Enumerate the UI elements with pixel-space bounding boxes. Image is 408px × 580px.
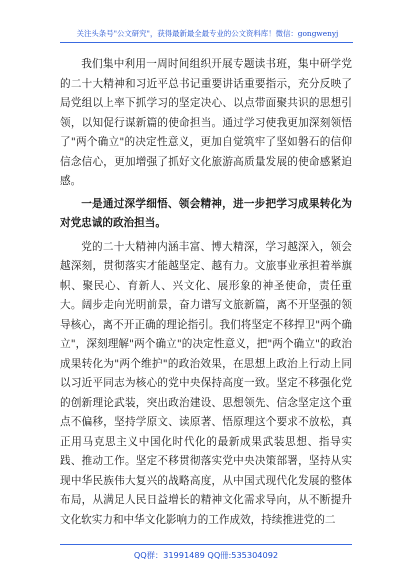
footer-contact: QQ群：31991489 QQ冊:535304092 xyxy=(133,550,279,560)
document-body xyxy=(60,55,352,530)
header-divider xyxy=(60,42,353,43)
page-header: 关注头条号"公文研究"，获得最新最全最专业的公文资料库！微信：gongwenyj xyxy=(76,29,339,38)
page-footer xyxy=(60,544,352,560)
intro-paragraph: 我们集中利用一周时间组织开展专题读书班，集中研学党的二十大精神和习近平总书记重要讲话重要指示，充分反映了局党组以上率下抓学习的坚定决心、以点带面聚共识的思想引领，以知促行谋新篇的使命担当。通过学习使我更加深刻领悟了"两个确立"的决定性意义，更加自觉筑牢了坚如磐石的信仰信念信心，更加增强了抓好文化旅游高质量发展的使命感紧迫感。 xyxy=(60,58,352,187)
section-paragraph: 党的二十大精神内涵丰富、博大精深，学习越深入，领会越深刻，贯彻落实才能越坚定、越有力。文旅事业承担着举旗帜、聚民心、育新人、兴文化、展形象的神圣使命，责任重大。阔步走向光明前景，奋力谱写文旅新篇，离不开坚强的领导核心，离不开正确的理论指引。我们将坚定不移捍卫"两个确立"，深刻理解"两个确立"的决定性意义，把"两个确立"的政治成果转化为"两个维护"的政治效果，在思想上政治上行动上同以习近平同志为核心的党中央保持高度一致。坚定不移强化党的创新理论武装，突出政治建设、思想领先、信念坚定这个重点不偏移，坚持学原文、读原著、悟原理这个要求不放松，真正用马克思主义中国化时代化的最新成果武装思想、指导实践、推动工作。坚定不移贯彻落实党中央决策部署，坚持从实现中华民族伟大复兴的战略高度，从中国式现代化发展的整体布局，从满足人民日益增长的精神文化需求导向，从不断提升文化软实力和中华文化影响力的工作成效，持续推进党的二 xyxy=(60,240,352,526)
section-heading: 一是通过深学细悟、领会精神，进一步把学习成果转化为对党忠诚的政治担当。 xyxy=(60,197,352,229)
